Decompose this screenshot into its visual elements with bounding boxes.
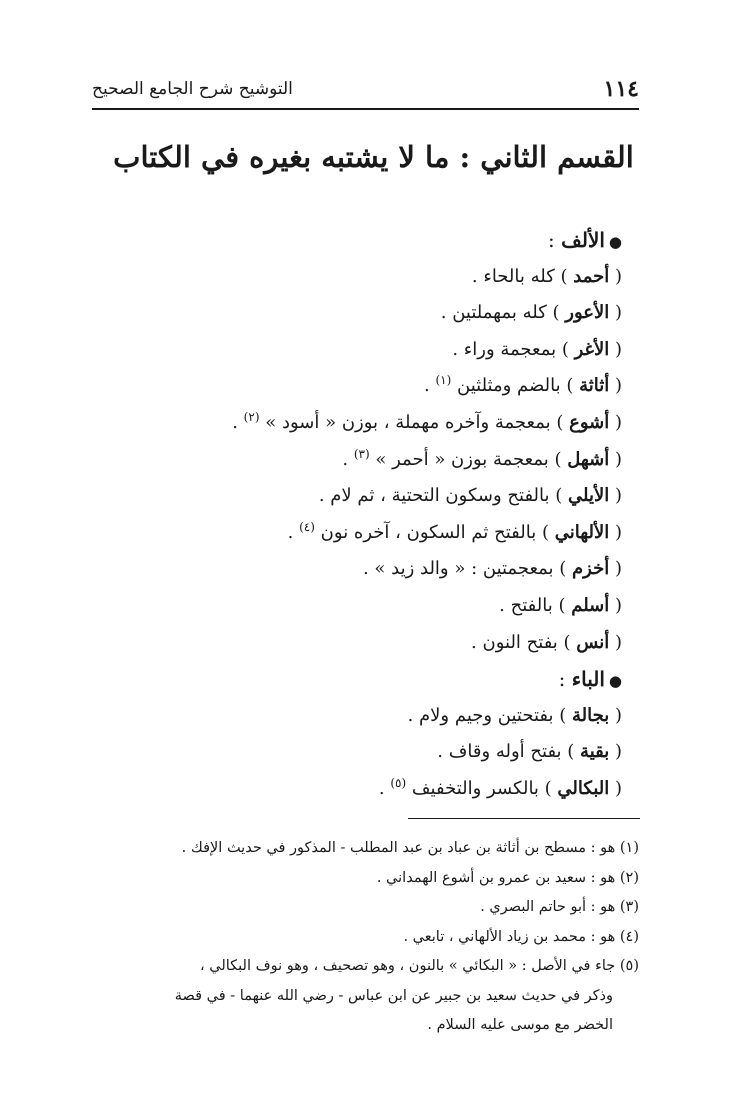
entry-description: بمعجمتين : « والد زيد » .	[362, 558, 554, 580]
entry-description: كله بالحاء .	[471, 265, 555, 287]
close-paren: )	[538, 777, 558, 799]
entry-name: أحمد	[573, 265, 610, 287]
entry-description: بفتح النون .	[471, 631, 558, 653]
open-paren: (	[609, 521, 622, 543]
footnote-rule	[408, 818, 640, 819]
page-number: ١١٤	[603, 76, 639, 102]
entry-line	[80, 551, 622, 588]
open-paren: (	[609, 777, 622, 799]
entry-end: .	[232, 411, 244, 433]
entry-end: .	[287, 521, 300, 543]
entry-description: بفتحتين وجيم ولام .	[407, 704, 554, 726]
entry-line	[80, 478, 622, 515]
letter-heading	[80, 661, 622, 698]
open-paren: (	[609, 375, 622, 397]
footnote-marker: (٢)	[243, 409, 260, 424]
entry-description: بالفتح .	[499, 594, 553, 616]
entry-description: بالفتح وسكون التحتية ، ثم لام .	[318, 485, 550, 507]
book-title: التوشيح شرح الجامع الصحيح	[92, 79, 293, 99]
entry-line	[80, 368, 622, 405]
letter-heading-text: الباء	[571, 667, 605, 692]
entry-list	[80, 222, 622, 808]
close-paren: )	[554, 265, 574, 287]
footnote-marker: (٥)	[390, 775, 407, 790]
entry-line	[80, 698, 622, 735]
footnote-line: الخضر مع موسى عليه السلام .	[427, 1017, 613, 1033]
entry-line	[80, 295, 622, 332]
close-paren: )	[550, 411, 570, 433]
close-paren: )	[552, 594, 572, 616]
entry-line	[80, 332, 622, 369]
close-paren: )	[549, 485, 568, 507]
open-paren: (	[609, 704, 622, 726]
entry-line	[80, 734, 622, 771]
footnote-line: (٢) هو : سعيد بن عمرو بن أشوع الهمداني .	[376, 869, 639, 886]
close-paren: )	[561, 741, 581, 763]
bullet-icon: ●	[608, 233, 622, 251]
running-header	[92, 70, 639, 108]
entry-line	[80, 405, 622, 442]
heading-colon: :	[548, 228, 562, 252]
header-rule	[92, 108, 639, 110]
entry-description: كله بمهملتين .	[440, 302, 547, 324]
open-paren: (	[609, 448, 622, 470]
bullet-icon: ●	[608, 672, 622, 691]
section-title: القسم الثاني : ما لا يشتبه بغيره في الكتاب	[113, 140, 634, 174]
entry-name: أشهل	[567, 448, 610, 470]
entry-description: بمعجمة وآخره مهملة ، بوزن « أسود »	[265, 411, 551, 433]
footnote-line: (١) هو : مسطح بن أثاثة بن عباد بن عبد المطلب - المذكور في حديث الإفك .	[181, 840, 639, 856]
entry-line	[80, 515, 622, 552]
close-paren: )	[560, 375, 580, 397]
footnote-line: (٥) جاء في الأصل : « البكائي » بالنون ، وهو تصحيف ، وهو نوف البكالي ،	[199, 958, 639, 974]
entry-name: الأيلي	[568, 485, 610, 507]
entry-name: بقية	[580, 741, 610, 763]
entry-name: الألهاني	[554, 521, 610, 543]
open-paren: (	[609, 741, 622, 763]
letter-heading	[80, 222, 622, 259]
entry-description: بالضم ومثلثين	[457, 375, 561, 397]
entry-name: أسلم	[571, 594, 610, 616]
entry-line	[80, 625, 622, 662]
entry-end: .	[424, 375, 436, 397]
close-paren: )	[556, 338, 575, 360]
footnote-list	[88, 834, 639, 1041]
entry-line	[80, 771, 622, 808]
close-paren: )	[553, 558, 573, 580]
entry-name: البكالي	[557, 777, 610, 799]
footnote-marker: (٣)	[353, 446, 370, 461]
open-paren: (	[609, 485, 622, 507]
entry-line	[80, 588, 622, 625]
entry-name: الأعور	[565, 302, 610, 324]
entry-end: .	[342, 448, 354, 470]
letter-heading-text: الألف	[561, 228, 605, 252]
entry-line	[80, 259, 622, 296]
open-paren: (	[609, 631, 622, 653]
open-paren: (	[609, 338, 622, 360]
entry-description: بمعجمة بوزن « أحمر »	[375, 448, 549, 470]
footnote-marker: (٤)	[299, 519, 315, 534]
open-paren: (	[609, 411, 622, 433]
entry-name: بجالة	[572, 704, 610, 726]
footnote-marker: (١)	[435, 373, 452, 388]
close-paren: )	[546, 302, 566, 324]
open-paren: (	[609, 302, 622, 324]
footnote-line: وذكر في حديث سعيد بن جبير عن ابن عباس - رضي الله عنهما - في قصة	[174, 987, 613, 1004]
close-paren: )	[553, 704, 572, 726]
close-paren: )	[536, 521, 555, 543]
entry-name: أثاثة	[579, 375, 610, 397]
open-paren: (	[609, 265, 622, 287]
entry-name: أخزم	[572, 558, 610, 580]
entry-description: بفتح أوله وقاف .	[437, 741, 562, 763]
entry-name: أشوع	[569, 411, 610, 433]
entry-description: بالفتح ثم السكون ، آخره نون	[320, 521, 537, 543]
entry-end: .	[378, 777, 391, 799]
footnote-line: (٤) هو : محمد بن زياد الألهاني ، تابعي .	[403, 928, 639, 945]
heading-colon: :	[558, 667, 572, 692]
close-paren: )	[548, 448, 568, 470]
entry-line	[80, 442, 622, 479]
entry-name: أنس	[576, 631, 610, 653]
open-paren: (	[609, 594, 622, 616]
open-paren: (	[609, 558, 622, 580]
close-paren: )	[557, 631, 577, 653]
entry-name: الأغر	[574, 338, 610, 360]
footnote-line: (٣) هو : أبو حاتم البصري .	[480, 899, 639, 915]
entry-description: بمعجمة وراء .	[452, 338, 557, 360]
entry-description: بالكسر والتخفيف	[411, 777, 539, 799]
